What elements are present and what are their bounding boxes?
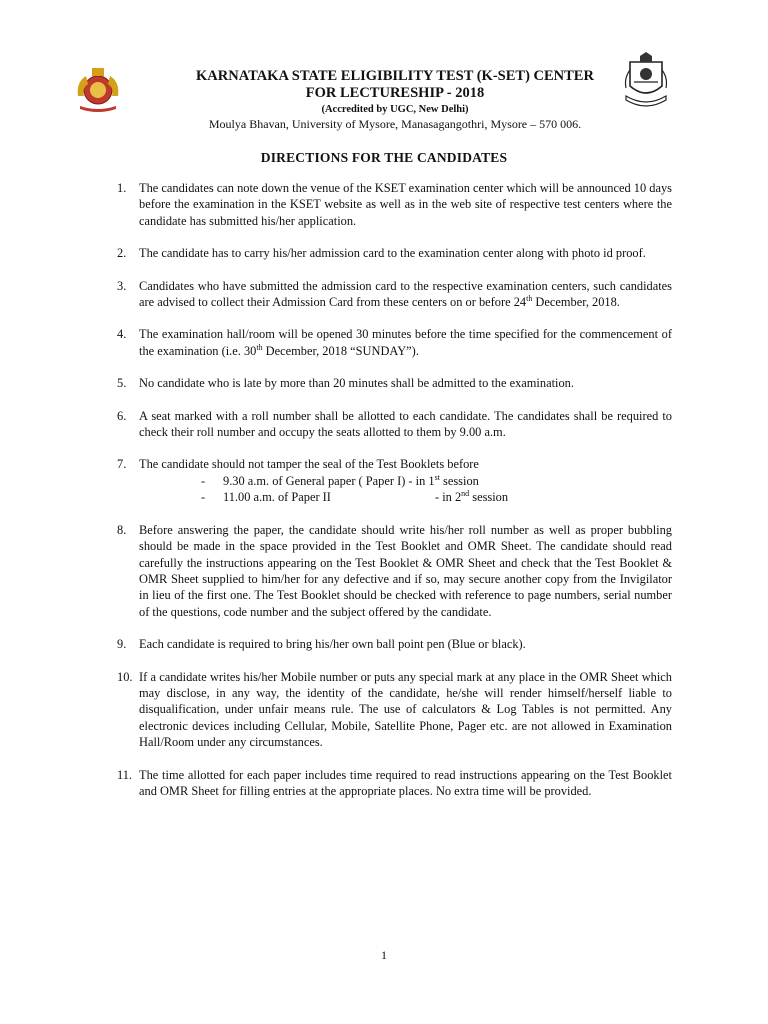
item-number: 10. (117, 669, 133, 684)
list-item (117, 456, 672, 505)
address-line: Moulya Bhavan, University of Mysore, Manasagangothri, Mysore – 570 006. (208, 117, 582, 131)
item-number: 3. (117, 278, 127, 293)
list-item (117, 326, 672, 359)
item-text: The candidate should not tamper the seal of the Test Booklets before (139, 457, 479, 472)
header-line-1: KARNATAKA STATE ELIGIBILITY TEST (K-SET) CENTER (196, 68, 594, 84)
list-item (117, 767, 672, 800)
item-text: Candidates who have submitted the admission card to the respective examination centers, such candidates are advised to collect their Admission Card from these centers on or before 24th December, 2018. (139, 278, 672, 310)
item-text: Before answering the paper, the candidate should write his/her roll number as well as proper bubbling should be made in the space provided in the Test Booklet and OMR Sheet. The candidate should read carefully the instructions appearing on the Test Booklet & OMR Sheet and check that the Test Booklet & OMR Sheet supplied to him/her for any defective and if so, may secure another copy from the Invigilator in lieu of the first one. The Test Booklet should be checked with reference to page numbers, serial number of the questions, code number and the subject offered by the candidate. (139, 522, 672, 619)
item-number: 11. (117, 767, 133, 782)
item-number: 5. (117, 376, 127, 391)
item-number: 4. (117, 327, 127, 342)
list-item (117, 180, 672, 229)
item-text: A seat marked with a roll number shall be allotted to each candidate. The candidates shall be required to check their roll number and occupy the seats allotted to them by 9.00 a.m. (139, 408, 672, 440)
item-text: The examination hall/room will be opened 30 minutes before the time specified for the commencement of the examination (i.e. 30th December, 2018 “SUNDAY”). (139, 327, 672, 358)
session-line-1: - 9.30 a.m. of General paper ( Paper I) - in 1st session (201, 472, 479, 488)
item-text: Each candidate is required to bring his/her own ball point pen (Blue or black). (139, 637, 526, 652)
list-item (117, 522, 672, 620)
karnataka-emblem-logo (72, 62, 124, 114)
accreditation-line: (Accredited by UGC, New Delhi) (321, 104, 469, 115)
list-item (117, 669, 672, 751)
session-line-2: - 11.00 a.m. of Paper II - in 2nd session (201, 489, 509, 505)
item-number: 6. (117, 408, 127, 423)
list-item (117, 408, 672, 441)
list-item (117, 278, 672, 311)
list-item (117, 375, 672, 391)
directions-list (117, 180, 672, 815)
item-number: 9. (117, 637, 127, 652)
list-item (117, 636, 672, 652)
item-text: The candidates can note down the venue of the KSET examination center which will be announced 10 days before the examination in the KSET website as well as in the web site of respective test centers where the candidate has submitted his/her application. (139, 181, 672, 228)
page-number: 1 (381, 948, 387, 962)
item-number: 1. (117, 181, 127, 195)
letterhead (150, 68, 640, 131)
header-line-2: FOR LECTURESHIP - 2018 (305, 85, 485, 101)
item-text: The candidate has to carry his/her admission card to the examination center along with photo id proof. (139, 246, 646, 261)
item-text: If a candidate writes his/her Mobile number or puts any special mark at any place in the OMR Sheet which may disclose, in any way, the identity of the candidate, he/she will render himself/herself liable to disqualification, under unfair means rule. The use of calculators & Log Tables is not permitted. Any electronic devices including Cellular, Mobile, Satellite Phone, Pager etc. are not allowed in Examination Hall/Room under any circumstances. (139, 669, 672, 750)
list-item (117, 245, 672, 261)
item-number: 7. (117, 457, 127, 472)
item-number: 2. (117, 246, 127, 261)
item-number: 8. (117, 522, 127, 537)
item-text: No candidate who is late by more than 20 minutes shall be admitted to the examination. (139, 376, 574, 391)
document-title: DIRECTIONS FOR THE CANDIDATES (260, 150, 508, 165)
item-text: The time allotted for each paper includes time required to read instructions appearing on the Test Booklet and OMR Sheet for filling entries at the appropriate places. No extra time will be provided. (139, 767, 672, 798)
